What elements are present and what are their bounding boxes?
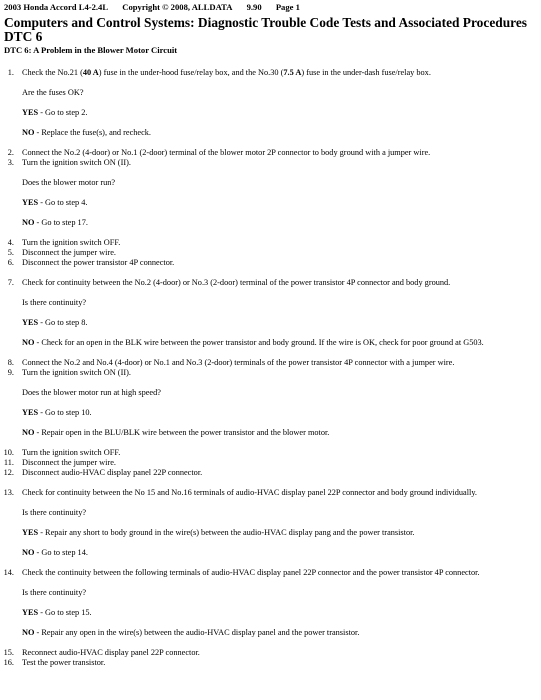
- step-14-question: Is there continuity?: [22, 588, 87, 597]
- header-version: 9.90: [246, 2, 262, 12]
- step-number: 10.: [3, 448, 14, 457]
- step-number: 3.: [7, 158, 14, 167]
- step-7-question: Is there continuity?: [22, 298, 87, 307]
- step-13-question: Is there continuity?: [22, 508, 87, 517]
- step-14-text: Check the continuity between the following terminals of audio-HVAC display panel 22P connector and the power transistor 4P connector.: [22, 568, 480, 577]
- step-15-text: Reconnect audio-HVAC display panel 22P connector.: [22, 648, 200, 657]
- step-13-text: Check for continuity between the No 15 and No.16 terminals of audio-HVAC display panel 22P connector and body ground individually.: [22, 488, 478, 497]
- step-3-text: Turn the ignition switch ON (II).: [22, 158, 131, 167]
- step-2-text: Connect the No.2 (4-door) or No.1 (2-door) terminal of the blower motor 2P connector to body ground with a jumper wire.: [22, 148, 431, 157]
- step-7-text: Check for continuity between the No.2 (4-door) or No.3 (2-door) terminal of the power transistor 4P connector and body ground.: [22, 278, 451, 287]
- step-4-text: Turn the ignition switch OFF.: [22, 238, 121, 247]
- step-14-no: NO - Repair any open in the wire(s) between the audio-HVAC display panel and the power transistor.: [22, 628, 360, 637]
- document-title: Computers and Control Systems: Diagnostic Trouble Code Tests and Associated Procedures: [4, 15, 528, 30]
- step-number: 15.: [3, 648, 14, 657]
- step-number: 8.: [7, 358, 14, 367]
- step-14-yes: YES - Go to step 15.: [22, 608, 92, 617]
- step-number: 4.: [7, 238, 14, 247]
- step-6-text: Disconnect the power transistor 4P connector.: [22, 258, 175, 267]
- step-1-yes: YES - Go to step 2.: [22, 108, 88, 117]
- step-9-yes: YES - Go to step 10.: [22, 408, 92, 417]
- step-number: 12.: [3, 468, 14, 477]
- header-vehicle: 2003 Honda Accord L4-2.4L: [4, 2, 109, 12]
- step-number: 7.: [7, 278, 14, 287]
- step-number: 16.: [3, 658, 14, 667]
- step-1-no: NO - Replace the fuse(s), and recheck.: [22, 128, 152, 137]
- step-10-text: Turn the ignition switch OFF.: [22, 448, 121, 457]
- step-number: 14.: [3, 568, 14, 577]
- page-header: [4, 2, 312, 12]
- step-16-text: Test the power transistor.: [22, 658, 106, 667]
- dtc-subtitle: DTC 6: A Problem in the Blower Motor Circuit: [4, 45, 178, 55]
- step-9-no: NO - Repair open in the BLU/BLK wire between the power transistor and the blower motor.: [22, 428, 330, 437]
- step-9-text: Turn the ignition switch ON (II).: [22, 368, 131, 377]
- step-number: 1.: [7, 68, 14, 77]
- step-number: 2.: [7, 148, 14, 157]
- step-11-text: Disconnect the jumper wire.: [22, 458, 117, 467]
- header-page: Page 1: [275, 2, 300, 12]
- step-3-yes: YES - Go to step 4.: [22, 198, 88, 207]
- step-12-text: Disconnect audio-HVAC display panel 22P connector.: [22, 468, 203, 477]
- step-1-text: Check the No.21 (40 A) fuse in the under-hood fuse/relay box, and the No.30 (7.5 A) fuse in the under-dash fuse/relay box.: [22, 68, 431, 77]
- step-number: 5.: [7, 248, 14, 257]
- header-copyright: Copyright © 2008, ALLDATA: [122, 2, 233, 12]
- step-3-question: Does the blower motor run?: [22, 178, 116, 187]
- step-number: 6.: [7, 258, 14, 267]
- step-1-question: Are the fuses OK?: [22, 88, 84, 97]
- step-5-text: Disconnect the jumper wire.: [22, 248, 117, 257]
- step-13-yes: YES - Repair any short to body ground in the wire(s) between the audio-HVAC display pang and the power transistor.: [22, 528, 415, 537]
- step-9-question: Does the blower motor run at high speed?: [22, 388, 161, 397]
- dtc-heading: DTC 6: [4, 29, 43, 44]
- step-number: 11.: [3, 458, 14, 467]
- step-number: 13.: [3, 488, 14, 497]
- step-7-no: NO - Check for an open in the BLK wire between the power transistor and body ground. If the wire is OK, check for poor ground at G503.: [22, 338, 484, 347]
- step-8-text: Connect the No.2 and No.4 (4-door) or No.1 and No.3 (2-door) terminals of the power transistor 4P connector with a jumper wire.: [22, 358, 455, 367]
- step-3-no: NO - Go to step 17.: [22, 218, 88, 227]
- step-7-yes: YES - Go to step 8.: [22, 318, 88, 327]
- step-13-no: NO - Go to step 14.: [22, 548, 88, 557]
- step-number: 9.: [7, 368, 14, 377]
